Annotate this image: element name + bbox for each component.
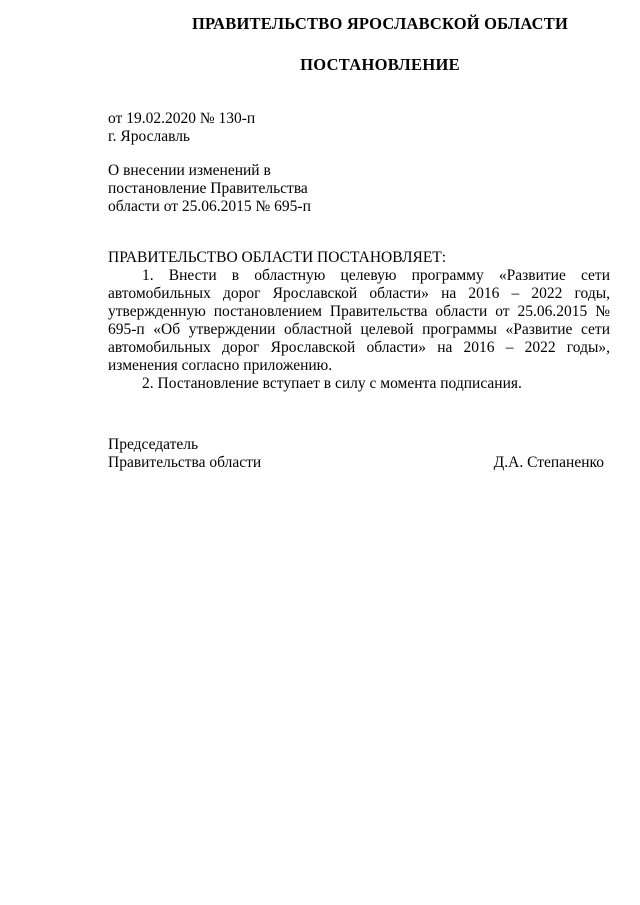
signatory-position: Председатель — [108, 436, 199, 453]
body-paragraph: 1. Внести в областную целевую программу «Развитие сети автомобильных дорог Ярославской области» на 2016 – 2022 годы, утвержденную постановлением Правительства области от 25.06.2015 № 695-п «Об утверждении областной целевой программы «Развитие сети автомобильных дорог Ярославской области» на 2016 – 2022 годы», изменения согласно приложению. — [108, 267, 610, 374]
body-paragraph: 2. Постановление вступает в силу с момента подписания. — [142, 375, 522, 392]
subject-line: области от 25.06.2015 № 695-п — [108, 198, 311, 215]
subject-line: О внесении изменений в — [108, 162, 271, 179]
signature-row — [108, 454, 604, 472]
document-type-title: ПОСТАНОВЛЕНИЕ — [300, 55, 460, 74]
subject-line: постановление Правительства — [108, 180, 308, 197]
document-subject — [108, 162, 311, 216]
organization-title: ПРАВИТЕЛЬСТВО ЯРОСЛАВСКОЙ ОБЛАСТИ — [191, 14, 569, 33]
date-number: от 19.02.2020 № 130-п — [108, 110, 256, 127]
document-body — [108, 249, 610, 393]
decree-heading: ПРАВИТЕЛЬСТВО ОБЛАСТИ ПОСТАНОВЛЯЕТ: — [108, 249, 447, 266]
signature-block — [108, 436, 604, 472]
city: г. Ярославль — [108, 128, 190, 145]
signatory-name: Д.А. Степаненко — [493, 454, 604, 471]
document-meta — [108, 110, 255, 146]
signatory-position: Правительства области — [108, 454, 262, 471]
